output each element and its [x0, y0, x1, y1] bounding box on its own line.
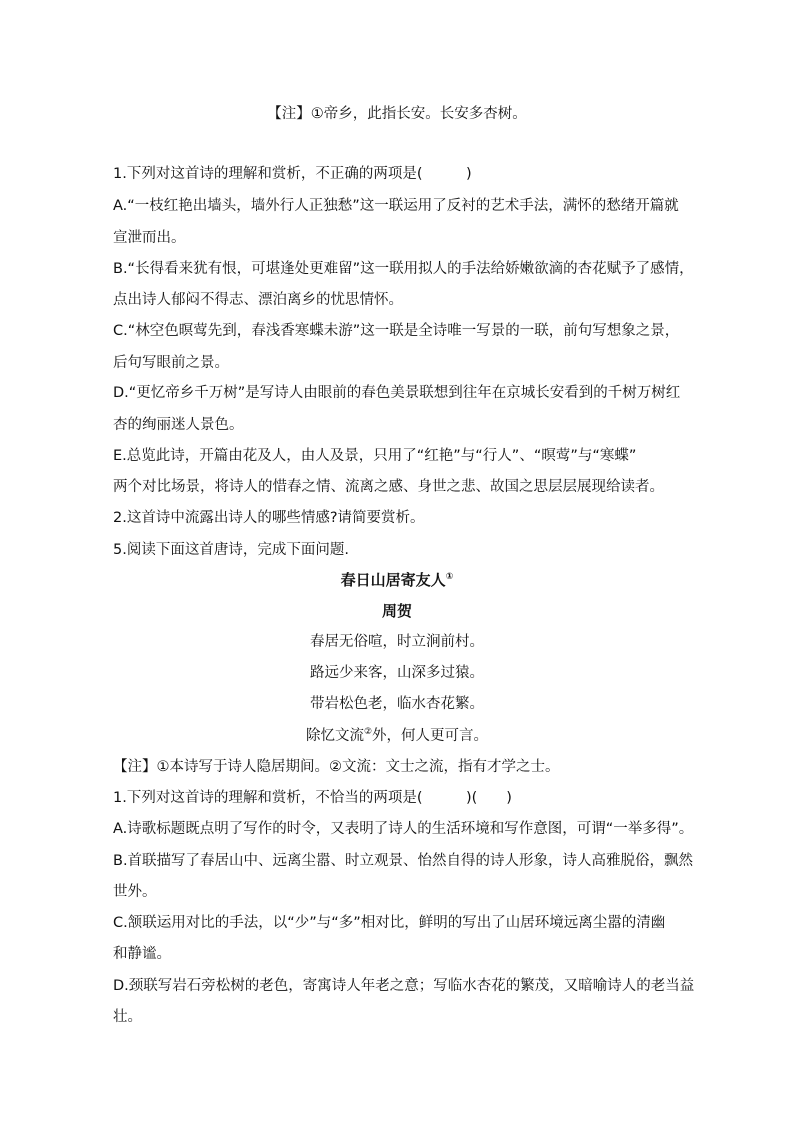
- poem-note: 【注】①本诗写于诗人隐居期间。②文流：文士之流，指有才学之士。: [113, 759, 560, 775]
- option-c-line-1: C.“林空色暝莺先到，春浅香寒蝶未游”这一联是全诗唯一写景的一联，前句写想象之景，: [113, 323, 680, 339]
- option-e-line-2: 两个对比场景，将诗人的惜春之情、流离之感、身世之悲、故国之思层层展现给读者。: [113, 479, 664, 495]
- option-c-line-2: 后句写眼前之景。: [113, 355, 229, 371]
- poem-line-1: 春居无俗喧，时立涧前村。: [310, 634, 484, 650]
- option-1b-d-line-2: 壮。: [113, 1009, 142, 1025]
- option-1b-b-line-2: 世外。: [113, 884, 157, 900]
- option-1b-c-line-1: C.颔联运用对比的手法，以“少”与“多”相对比，鲜明的写出了山居环境远离尘嚣的清幽: [113, 915, 666, 931]
- poem-title-footnote-mark: ①: [445, 572, 454, 582]
- option-1b-d-line-1: D.颈联写岩石旁松树的老色，寄寓诗人年老之意；写临水杏花的繁茂，又暗喻诗人的老当益: [113, 978, 695, 994]
- question-5: 5.阅读下面这首唐诗，完成下面问题.: [113, 542, 349, 558]
- poem-author: 周贺: [381, 602, 412, 620]
- first-poem-note: 【注】①帝乡，此指长安。长安多杏树。: [267, 106, 527, 122]
- option-a-line-2: 宣泄而出。: [113, 230, 186, 246]
- option-d-line-2: 杏的绚丽迷人景色。: [113, 417, 244, 433]
- question-2: 2.这首诗中流露出诗人的哪些情感?请简要赏析。: [113, 510, 425, 526]
- poem-line-4-footnote-mark: ②: [363, 727, 373, 738]
- option-e-line-1: E.总览此诗，开篇由花及人，由人及景，只用了“红艳”与“行人”、“暝莺”与“寒蝶”: [113, 448, 637, 464]
- option-b-line-2: 点出诗人郁闷不得志、漂泊离乡的忧思情怀。: [113, 292, 403, 308]
- option-a-line-1: A.“一枝红艳出墙头，墙外行人正独愁”这一联运用了反衬的艺术手法，满怀的愁绪开篇就: [113, 198, 679, 214]
- option-1b-b-line-1: B.首联描写了春居山中、远离尘嚣、时立观景、怡然自得的诗人形象，诗人高雅脱俗，飘然: [113, 853, 694, 869]
- question-1b-stem: 1.下列对这首诗的理解和赏析，不恰当的两项是( )( ): [113, 790, 512, 806]
- option-b-line-1: B.“长得看来犹有恨，可堪逢处更难留”这一联用拟人的手法给娇嫩欲滴的杏花赋予了感情，: [113, 261, 694, 277]
- option-d-line-1: D.“更忆帝乡千万树”是写诗人由眼前的春色美景联想到往年在京城长安看到的千树万树红: [113, 385, 681, 401]
- poem-line-3: 带岩松色老，临水杏花繁。: [310, 696, 484, 712]
- poem-line-4-part-b: 外，何人更可言。: [372, 728, 489, 744]
- question-1-stem: 1.下列对这首诗的理解和赏析，不正确的两项是( ): [113, 166, 472, 182]
- poem-line-2: 路远少来客，山深多过猿。: [310, 665, 484, 681]
- option-1b-c-line-2: 和静谧。: [113, 946, 171, 962]
- option-1b-a-line-1: A.诗歌标题既点明了写作的时令，又表明了诗人的生活环境和写作意图，可谓“一举多得”。: [113, 821, 694, 837]
- poem-line-4: [0, 726, 794, 746]
- poem-title-text: 春日山居寄友人: [340, 571, 446, 589]
- poem-line-4-part-a: 除忆文流: [305, 728, 364, 744]
- poem-title: [0, 570, 794, 590]
